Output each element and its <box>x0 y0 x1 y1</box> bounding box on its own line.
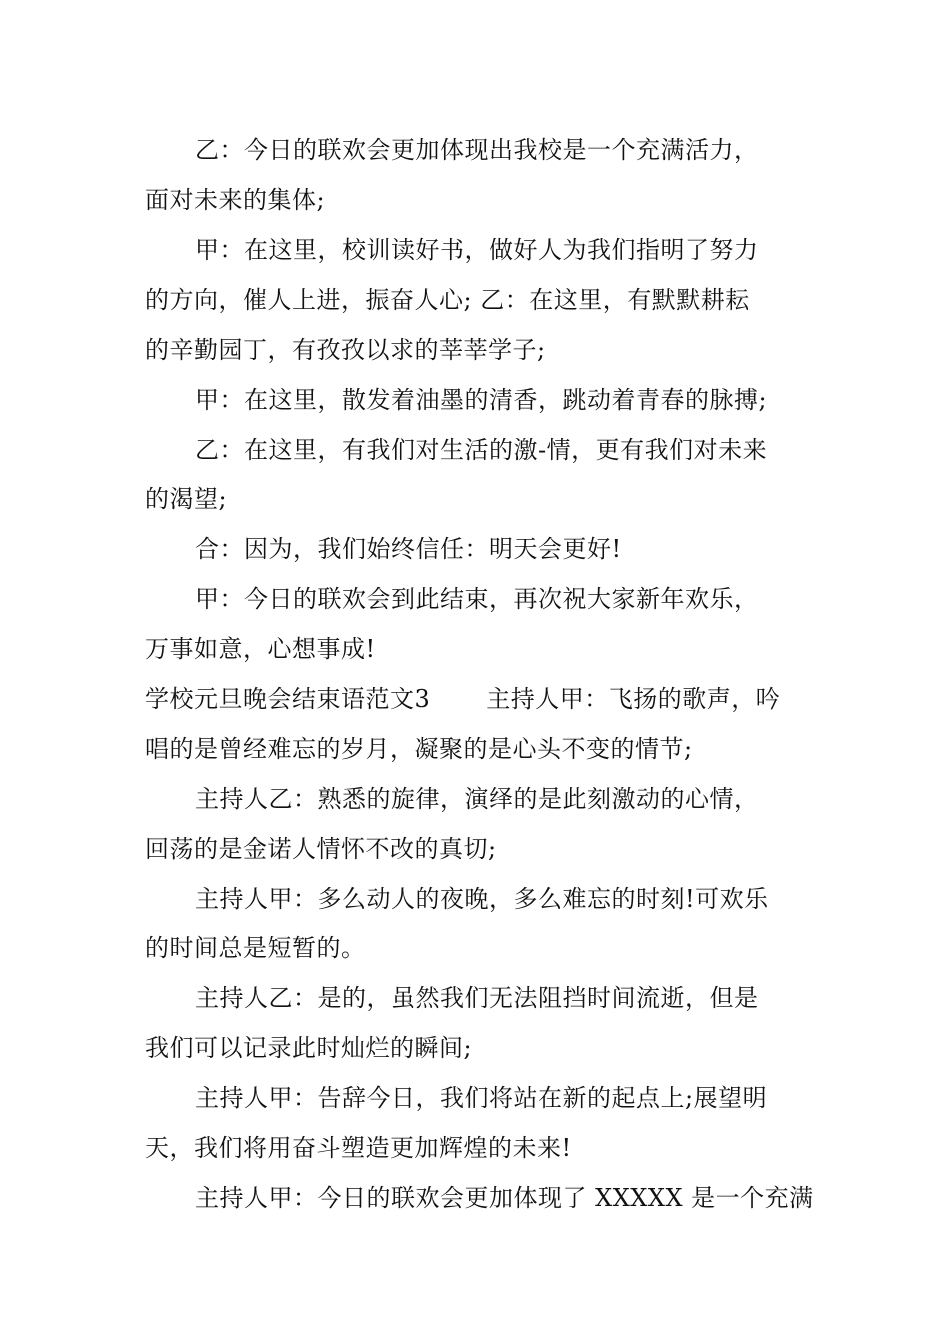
paragraph-line: 的辛勤园丁，有孜孜以求的莘莘学子; <box>145 336 546 364</box>
paragraph-line: 主持人甲：多么动人的夜晚，多么难忘的时刻!可欢乐 <box>195 885 769 913</box>
paragraph-line: 甲：在这里，校训读好书，做好人为我们指明了努力 <box>195 236 759 264</box>
paragraph-line: 乙：今日的联欢会更加体现出我校是一个充满活力， <box>195 136 759 164</box>
paragraph-line: 甲：今日的联欢会到此结束，再次祝大家新年欢乐， <box>195 585 759 613</box>
paragraph-line: 回荡的是金诺人情怀不改的真切; <box>145 835 497 863</box>
paragraph-line: 的渴望; <box>145 485 228 513</box>
paragraph-line: 天，我们将用奋斗塑造更加辉煌的未来! <box>145 1134 572 1162</box>
paragraph-line: 主持人乙：是的，虽然我们无法阻挡时间流逝，但是 <box>195 984 759 1012</box>
paragraph-line: 主持人甲：告辞今日，我们将站在新的起点上;展望明 <box>195 1084 768 1112</box>
paragraph-line: 合：因为，我们始终信任：明天会更好! <box>195 535 622 563</box>
section-heading-line <box>145 683 825 715</box>
paragraph-line: 主持人乙：熟悉的旋律，演绎的是此刻激动的心情， <box>195 785 759 813</box>
paragraph-line: 唱的是曾经难忘的岁月，凝聚的是心头不变的情节; <box>145 735 693 763</box>
section-title: 学校元旦晚会结束语范文3 <box>145 685 431 713</box>
paragraph-line: 甲：在这里，散发着油墨的清香，跳动着青春的脉搏; <box>195 386 768 414</box>
paragraph-line: 乙：在这里，有我们对生活的激-情，更有我们对未来 <box>195 436 768 464</box>
heading-continuation: 主持人甲：飞扬的歌声，吟 <box>486 685 781 713</box>
paragraph-line: 万事如意，心想事成! <box>145 635 376 663</box>
paragraph-line: 面对未来的集体; <box>145 186 326 214</box>
paragraph-line: 主持人甲：今日的联欢会更加体现了 XXXXX 是一个充满 <box>195 1184 814 1212</box>
paragraph-line: 我们可以记录此时灿烂的瞬间; <box>145 1034 473 1062</box>
paragraph-line: 的方向，催人上进，振奋人心; 乙：在这里，有默默耕耘 <box>145 286 750 314</box>
paragraph-line: 的时间总是短暂的。 <box>145 934 366 962</box>
